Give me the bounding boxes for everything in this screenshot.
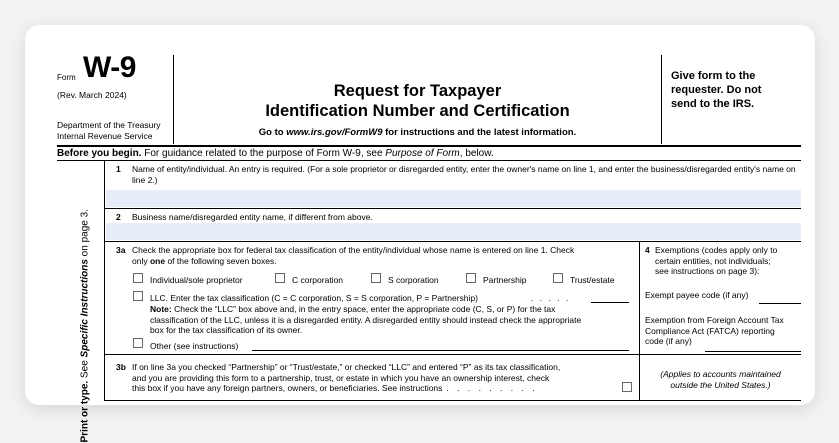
- goto-prefix: Go to: [258, 127, 287, 138]
- department-label: Department of the Treasury: [57, 120, 161, 130]
- applies-line1: (Applies to accounts maintained: [660, 369, 781, 379]
- checkbox-s-corporation[interactable]: [371, 273, 381, 283]
- applies-line2: outside the United States.): [670, 379, 771, 390]
- line3a-divider: [105, 354, 639, 355]
- form-title-line1: Request for Taxpayer: [333, 82, 502, 100]
- llc-note: [150, 304, 635, 336]
- form-word: Form: [57, 73, 76, 82]
- line3a-boxes: of the following seven boxes.: [165, 255, 277, 266]
- agency-block: [57, 120, 160, 142]
- note-line1-text: Check the “LLC” box above and, in the entry space, enter the appropriate code (C, S, or P) for the tax: [171, 304, 556, 314]
- before-bold: Before you begin.: [57, 148, 142, 159]
- bottom-divider: [105, 400, 801, 401]
- line3a-only: only: [132, 255, 150, 266]
- side-italic: Specific Instructions: [79, 259, 91, 358]
- note-line1: [150, 304, 635, 315]
- applies-note: [640, 369, 801, 390]
- before-text: For guidance related to the purpose of Form W-9, see: [141, 148, 386, 159]
- form-id-block: [57, 51, 174, 144]
- document-card: [25, 25, 815, 443]
- line1-name-field[interactable]: [106, 190, 801, 207]
- before-you-begin: [57, 148, 494, 159]
- llc-dots: . . . . .: [531, 293, 571, 303]
- fatca-code-field[interactable]: [705, 351, 801, 352]
- w9-form: [57, 51, 801, 443]
- irs-label: Internal Revenue Service: [57, 131, 153, 141]
- header-divider: [57, 145, 801, 147]
- option-partnership-label: Partnership: [483, 275, 527, 285]
- line3b-line3-text: this box if you have any foreign partners, owners, or beneficiaries. See instructions: [132, 383, 443, 393]
- line3a-instructions: [132, 245, 637, 266]
- line3a-one: one: [149, 255, 166, 266]
- line3b-text-line1: If on line 3a you checked “Partnership” or “Trust/estate,” or checked “LLC” and entered “P” as its tax classification,: [132, 362, 561, 372]
- exemptions-line3: see instructions on page 3):: [655, 266, 760, 276]
- checkbox-foreign-partners[interactable]: [622, 382, 632, 392]
- exemptions-label: [655, 245, 801, 277]
- note-line3: box for the tax classification of its owner.: [150, 325, 303, 335]
- line3a-number: 3a: [116, 245, 126, 255]
- give-form-line1: Give form to the: [671, 70, 756, 82]
- line1-number: 1: [116, 164, 121, 174]
- line4-number: 4: [645, 245, 650, 255]
- line3b-number: 3b: [116, 362, 126, 372]
- option-individual-label: Individual/sole proprietor: [150, 275, 243, 285]
- exemptions-line2: certain entities, not individuals;: [655, 255, 771, 266]
- goto-suffix: for instructions and the latest information.: [382, 127, 577, 138]
- side-label-column: [57, 161, 105, 443]
- exemptions-divider: [640, 354, 801, 355]
- side-end: on page 3.: [79, 209, 91, 260]
- llc-classification-field[interactable]: [591, 302, 629, 303]
- give-form-line3: send to the IRS.: [671, 98, 755, 110]
- checkbox-other[interactable]: [133, 338, 143, 348]
- other-specify-field[interactable]: [252, 350, 629, 351]
- line2-business-name-field[interactable]: [106, 223, 801, 240]
- side-see: See: [79, 357, 91, 381]
- side-bold: Print or type.: [79, 380, 91, 443]
- option-c-corp-label: C corporation: [292, 275, 344, 285]
- line3a-text-line2: [132, 256, 637, 267]
- checkbox-individual[interactable]: [133, 273, 143, 283]
- checkbox-trust-estate[interactable]: [553, 273, 563, 283]
- fatca-line1: Exemption from Foreign Account Tax: [645, 315, 784, 325]
- give-form-notice: [671, 69, 801, 111]
- fatca-label: [645, 315, 801, 347]
- checkbox-llc[interactable]: [133, 291, 143, 301]
- line3b-text-line2: and you are providing this form to a partnership, trust, or estate in which you have an ownership interest, check: [132, 372, 550, 383]
- form-number: W-9: [83, 51, 136, 84]
- print-or-type-label: [79, 209, 91, 443]
- fatca-line3: code (if any): [645, 336, 692, 346]
- before-italic: Purpose of Form: [385, 148, 460, 159]
- before-divider: [57, 160, 801, 161]
- irs-url-link[interactable]: www.irs.gov/FormW9: [286, 127, 383, 138]
- line2-divider: [105, 241, 801, 242]
- line3b-instructions: [132, 362, 637, 394]
- other-label: Other (see instructions): [150, 341, 239, 351]
- exemptions-line1: Exemptions (codes apply only to: [655, 245, 778, 255]
- form-title-block: [174, 55, 662, 144]
- line3b-dots: . . . . . . . . .: [446, 383, 538, 393]
- line3b-text-line3: [132, 383, 637, 394]
- line2-number: 2: [116, 212, 121, 222]
- fatca-line2: Compliance Act (FATCA) reporting: [645, 325, 775, 336]
- revision-date: (Rev. March 2024): [57, 90, 127, 100]
- line1-divider: [105, 208, 801, 209]
- form-title-line2: Identification Number and Certification: [265, 102, 570, 120]
- option-trust-label: Trust/estate: [570, 275, 615, 285]
- exempt-payee-label: Exempt payee code (if any): [645, 290, 749, 300]
- give-form-line2: requester. Do not: [671, 84, 762, 96]
- note-line2: classification of the LLC, unless it is a disregarded entity. A disregarded entity should instead check the appropriate: [150, 314, 582, 325]
- checkbox-partnership[interactable]: [466, 273, 476, 283]
- before-end: , below.: [459, 148, 494, 159]
- line2-label: Business name/disregarded entity name, if different from above.: [132, 212, 373, 222]
- llc-label: LLC. Enter the tax classification (C = C corporation, S = S corporation, P = Partnership): [150, 293, 478, 303]
- line3a-text-line1: Check the appropriate box for federal tax classification of the entity/individual whose name is entered on line 1. Check: [132, 245, 575, 255]
- option-s-corp-label: S corporation: [388, 275, 439, 285]
- line1-label: Name of entity/individual. An entry is required. (For a sole proprietor or disregarded entity, enter the owner's name on line 1, and enter the business/disregarded entity's name on line 2.): [132, 164, 796, 185]
- checkbox-c-corporation[interactable]: [275, 273, 285, 283]
- instructions-link-line: [174, 127, 661, 138]
- note-bold: Note:: [150, 304, 172, 314]
- exempt-payee-code-field[interactable]: [759, 303, 801, 304]
